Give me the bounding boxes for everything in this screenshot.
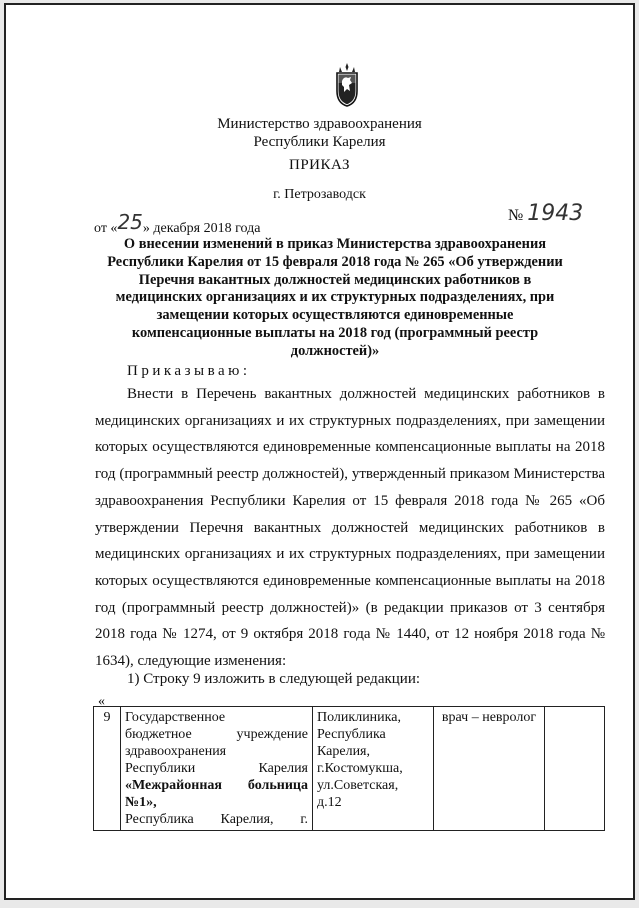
coat-of-arms-icon — [334, 61, 360, 107]
organization-cell — [121, 707, 313, 831]
number-label: № — [508, 207, 524, 224]
org-name-bold: «Межрайонная больница — [125, 778, 308, 793]
document-page — [4, 3, 635, 900]
address-line: Поликлиника, — [317, 710, 401, 725]
address-line: д.12 — [317, 795, 342, 810]
prikaz-word: Приказываю: — [127, 363, 251, 379]
open-quote: « — [98, 694, 105, 709]
positions-table — [93, 706, 605, 831]
row-number-cell: 9 — [94, 707, 121, 831]
order-heading: О внесении изменений в приказ Министерства здравоохранения Республики Карелия от 15 февраля 2018 года № 265 «Об утверждении Перечня вакантных должностей медицинских работников в медицинских организациях и их структурных подразделениях, при замещении которых осуществляются единовременные компенсационные выплаты на 2018 год (программный реестр должностей)» — [107, 236, 563, 359]
ministry-line-1: Министерство здравоохранения — [217, 116, 422, 132]
org-line: здравоохранения — [125, 744, 227, 759]
body-paragraph: Внести в Перечень вакантных должностей медицинских работников в медицинских организациях и их структурных подразделениях, при замещении которых осуществляются единовременные компенсационные выплаты на 2018 год (программный реестр должностей), утвержденный приказом Министерства здравоохранения Республики Карелия от 15 февраля 2018 года № 265 «Об утверждении Перечня вакантных должностей медицинских работников в медицинских организациях и их структурных подразделениях, при замещении которых осуществляются единовременные компенсационные выплаты на 2018 год (программный реестр должностей)» (в редакции приказов от 3 сентября 2018 года № 1274, от 9 октября 2018 года № 1440, от 12 ноября 2018 года № 1634), следующие изменения: — [95, 386, 605, 670]
city: г. Петрозаводск — [273, 187, 366, 202]
org-line: Республика Карелия, г. — [125, 812, 308, 827]
position-cell: врач – невролог — [434, 707, 545, 831]
org-line: Государственное — [125, 710, 226, 725]
date-day-handwritten: 25 — [117, 210, 143, 234]
order-number — [508, 201, 583, 226]
org-line: бюджетное учреждение — [125, 727, 308, 742]
ministry-name — [6, 115, 633, 151]
ministry-line-2: Республики Карелия — [253, 134, 386, 150]
number-handwritten: 1943 — [527, 201, 584, 226]
extra-cell — [545, 707, 605, 831]
address-line: Республика — [317, 727, 386, 742]
date-suffix: » декабря 2018 года — [142, 221, 261, 236]
address-cell — [313, 707, 434, 831]
date-prefix: от « — [94, 221, 118, 236]
table-row — [94, 707, 605, 831]
order-date — [94, 210, 261, 237]
org-name-bold: №1», — [125, 795, 157, 810]
item-1: 1) Строку 9 изложить в следующей редакции: — [127, 671, 421, 687]
order-title: ПРИКАЗ — [289, 157, 350, 173]
address-line: г.Костомукша, — [317, 761, 403, 776]
address-line: ул.Советская, — [317, 778, 399, 793]
org-line: Республики Карелия — [125, 761, 308, 776]
address-line: Карелия, — [317, 744, 370, 759]
